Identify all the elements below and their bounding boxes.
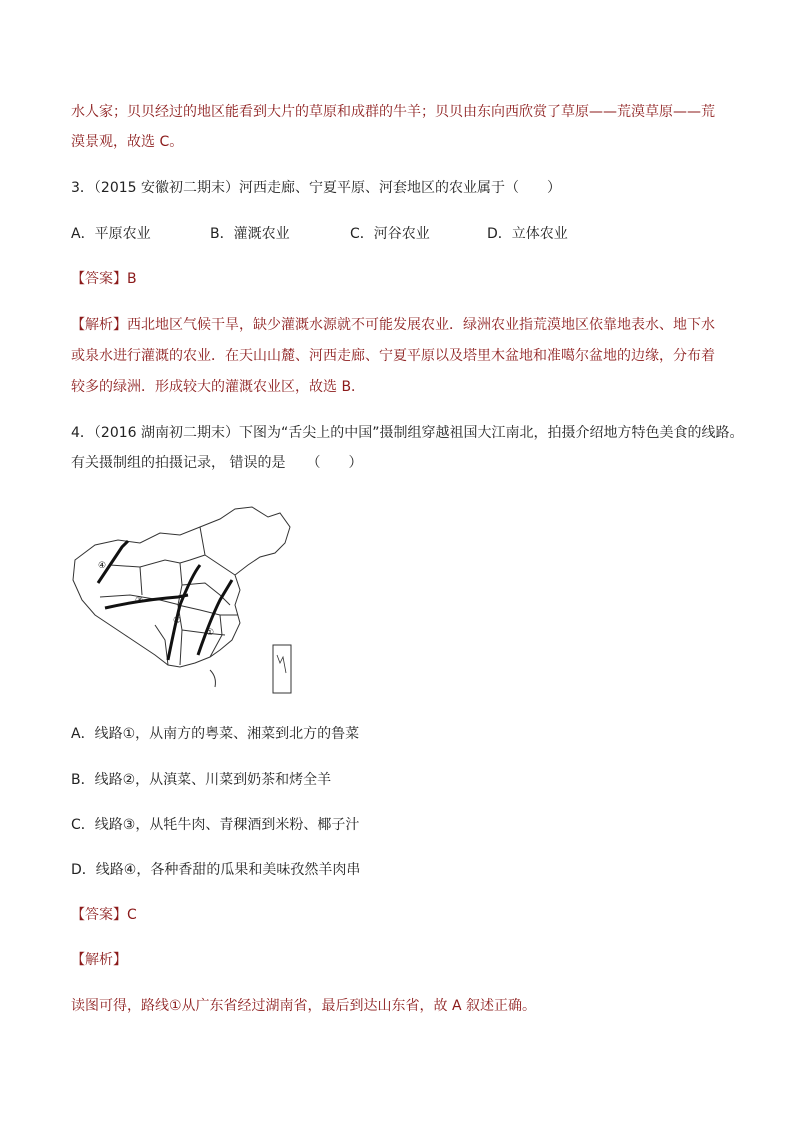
- route-marker-1: ①: [206, 628, 215, 638]
- q3-option-a: A．平原农业: [71, 226, 151, 242]
- route-marker-3: ③: [135, 596, 144, 606]
- q4-option-d: D．线路④，各种香甜的瓜果和美味孜然羊肉串: [71, 862, 361, 878]
- q3-option-d: D．立体农业: [487, 226, 568, 242]
- q4-option-a: A．线路①，从南方的粤菜、湘菜到北方的鲁菜: [71, 726, 360, 742]
- route-marker-4: ④: [98, 561, 107, 571]
- q4-answer: [71, 905, 137, 925]
- answer-label: 【答案】: [71, 907, 127, 923]
- q4-analysis-text: 读图可得，路线①从广东省经过湖南省，最后到达山东省，故 A 叙述正确。: [71, 998, 537, 1014]
- prev-explanation-line-1: 水人家；贝贝经过的地区能看到大片的草原和成群的牛羊；贝贝由东向西欣赏了草原——荒漠草原——荒: [71, 104, 715, 120]
- south-sea-inset-box: [273, 645, 291, 693]
- q3-analysis-line-3: 较多的绿洲．形成较大的灌溉农业区，故选 B．: [71, 379, 366, 395]
- q3-option-c: C．河谷农业: [350, 226, 430, 242]
- province-outline: [73, 507, 290, 667]
- answer-value: B: [127, 271, 137, 287]
- hainan-outline: [210, 670, 215, 687]
- analysis-text: 西北地区气候干旱，缺少灌溉水源就不可能发展农业．绿洲农业指荒漠地区依靠地表水、地下水: [127, 317, 715, 333]
- q3-option-b: B．灌溉农业: [210, 226, 290, 242]
- answer-label: 【答案】: [71, 271, 127, 287]
- q3-analysis-line-1: [71, 315, 715, 335]
- route-marker-2: ②: [173, 616, 182, 626]
- question-4-stem-line-1: 4．（2016 湖南初二期末）下图为“舌尖上的中国”摄制组穿越祖国大江南北，拍摄介绍地方特色美食的线路。: [71, 425, 744, 441]
- china-food-route-map: [70, 505, 292, 695]
- analysis-label: 【解析】: [71, 317, 127, 333]
- answer-value: C: [127, 907, 137, 923]
- question-4-stem-line-2: 有关摄制组的拍摄记录， 错误的是 （ ）: [71, 455, 363, 471]
- question-3-stem: 3．（2015 安徽初二期末）河西走廊、宁夏平原、河套地区的农业属于（ ）: [71, 180, 561, 196]
- q4-option-c: C．线路③，从牦牛肉、青稞酒到米粉、椰子汁: [71, 817, 360, 833]
- q3-analysis-line-2: 或泉水进行灌溉的农业．在天山山麓、河西走廊、宁夏平原以及塔里木盆地和准噶尔盆地的边缘，分布着: [71, 348, 715, 364]
- q4-option-b: B．线路②，从滇菜、川菜到奶茶和烤全羊: [71, 772, 332, 788]
- south-sea-inset-lines: [277, 655, 286, 673]
- q4-analysis-label: 【解析】: [71, 952, 127, 968]
- prev-explanation-line-2: 漠景观，故选 C。: [71, 134, 184, 150]
- q3-answer: [71, 269, 137, 289]
